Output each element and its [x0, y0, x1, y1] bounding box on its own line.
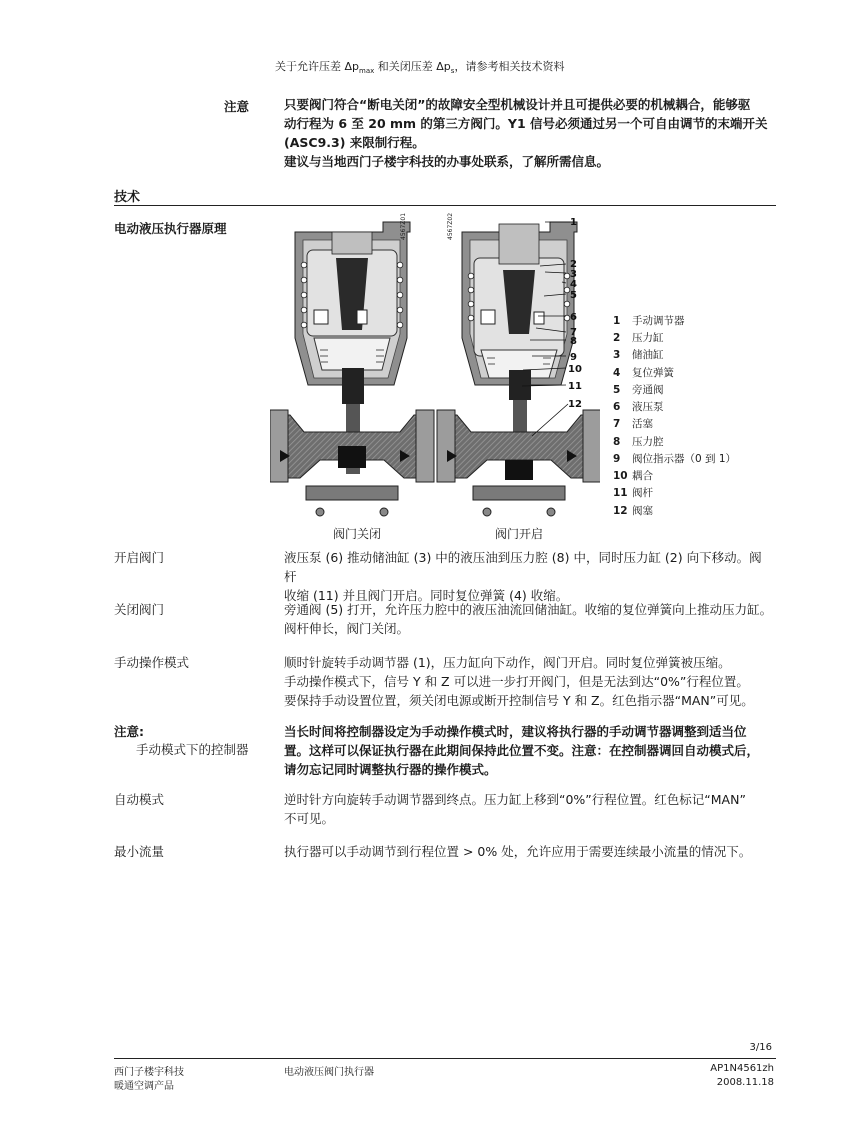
legend-item: 11 阀杆 — [613, 487, 653, 499]
manual-note-label: 注意: — [114, 724, 144, 739]
footer-company: 西门子楼宇科技 — [114, 1067, 184, 1078]
actuator-closed — [270, 222, 434, 516]
callout-8: 8 — [570, 336, 577, 347]
section-title: 技术 — [114, 190, 141, 205]
callout-6: 6 — [570, 312, 577, 323]
para-line: 不可见。 — [284, 811, 335, 826]
callout-1: 1 — [570, 217, 577, 228]
note-line: 置。这样可以保证执行器在此期间保持此位置不变。注意：在控制器调回自动模式后， — [284, 743, 760, 758]
notice-line: (ASC9.3) 来限制行程。 — [284, 135, 425, 150]
footer-divider — [114, 1058, 776, 1059]
manual-note-text — [284, 722, 774, 779]
caption-valve-open: 阀门开启 — [495, 527, 544, 541]
legend-item: 7 活塞 — [613, 418, 653, 430]
para-line: 阀杆伸长，阀门关闭。 — [284, 621, 410, 636]
footer-date: 2008.11.18 — [716, 1077, 774, 1088]
notice-label: 注意 — [224, 99, 250, 114]
section-divider — [114, 205, 776, 206]
drawing-code-left: 4567Z01 — [400, 212, 407, 240]
footer-doc-number: AP1N4561zh — [710, 1063, 774, 1074]
actuator-diagram — [270, 210, 600, 522]
notice-line: 动行程为 6 至 20 mm 的第三方阀门。Y1 信号必须通过另一个可自由调节的末端开关 — [284, 116, 768, 131]
para-auto — [284, 790, 774, 828]
principle-label: 电动液压执行器原理 — [114, 221, 227, 236]
legend-item: 8 压力腔 — [613, 436, 664, 448]
callout-11: 11 — [568, 381, 582, 392]
notice-text — [284, 95, 784, 171]
para-open — [284, 548, 774, 605]
notice-line: 只要阀门符合“断电关闭”的故障安全型机械设计并且可提供必要的机械耦合，能够驱 — [284, 97, 751, 112]
footer-division: 暖通空调产品 — [114, 1081, 174, 1092]
para-minflow — [284, 842, 774, 861]
para-label-minflow: 最小流量 — [114, 844, 165, 859]
para-line: 收缩 (11) 并且阀门开启。同时复位弹簧 (4) 收缩。 — [284, 588, 569, 603]
callout-4: 4 — [570, 279, 577, 290]
para-label-close: 关闭阀门 — [114, 602, 165, 617]
note-line: 请勿忘记同时调整执行器的操作模式。 — [284, 762, 497, 777]
legend-item: 5 旁通阀 — [613, 384, 664, 396]
callout-2: 2 — [570, 259, 577, 270]
callout-10: 10 — [568, 364, 582, 375]
callout-3: 3 — [570, 269, 577, 280]
note-line: 当长时间将控制器设定为手动操作模式时，建议将执行器的手动调节器调整到适当位 — [284, 724, 747, 739]
para-line: 液压泵 (6) 推动储油缸 (3) 中的液压油到压力腔 (8) 中，同时压力缸 (2) 向下移动。阀杆 — [284, 550, 762, 584]
header-note: 关于允许压差 $\Delta p_{max}$ 和关闭压差 $\Delta p_s$，请参考相关技术资料 — [275, 60, 565, 76]
callout-5: 5 — [570, 290, 577, 301]
callout-7: 7 — [570, 327, 577, 338]
callout-9: 9 — [570, 352, 577, 363]
para-line: 逆时针方向旋转手动调节器到终点。压力缸上移到“0%”行程位置。红色标记“MAN” — [284, 792, 746, 807]
legend-item: 12 阀塞 — [613, 505, 653, 517]
footer-product: 电动液压阀门执行器 — [284, 1067, 374, 1078]
para-line: 手动操作模式下，信号 Y 和 Z 可以进一步打开阀门，但是无法到达“0%”行程位置。 — [284, 674, 749, 689]
page-number: 3/16 — [749, 1042, 772, 1053]
legend-item: 10 耦合 — [613, 470, 653, 482]
para-line: 要保持手动设置位置，须关闭电源或断开控制信号 Y 和 Z。红色指示器“MAN”可见。 — [284, 693, 754, 708]
para-line: 顺时针旋转手动调节器 (1)，压力缸向下动作，阀门开启。同时复位弹簧被压缩。 — [284, 655, 731, 670]
caption-valve-closed: 阀门关闭 — [333, 527, 382, 541]
para-line: 旁通阀 (5) 打开，允许压力腔中的液压油流回储油缸。收缩的复位弹簧向上推动压力缸。 — [284, 602, 773, 617]
legend-item: 6 液压泵 — [613, 401, 664, 413]
para-label-auto: 自动模式 — [114, 792, 165, 807]
para-label-manual: 手动操作模式 — [114, 655, 190, 670]
legend-item: 1 手动调节器 — [613, 315, 685, 327]
legend-item: 2 压力缸 — [613, 332, 664, 344]
legend-item: 9 阀位指示器（0 到 1） — [613, 453, 737, 465]
callout-12: 12 — [568, 399, 582, 410]
para-label-open: 开启阀门 — [114, 550, 165, 565]
para-manual — [284, 653, 774, 710]
legend-item: 3 储油缸 — [613, 349, 664, 361]
para-close — [284, 600, 774, 638]
notice-line: 建议与当地西门子楼宇科技的办事处联系，了解所需信息。 — [284, 154, 610, 169]
para-line: 执行器可以手动调节到行程位置 > 0% 处，允许应用于需要连续最小流量的情况下。 — [284, 844, 752, 859]
drawing-code-right: 4567Z02 — [447, 212, 454, 240]
legend-item: 4 复位弹簧 — [613, 367, 674, 379]
manual-note-sublabel: 手动模式下的控制器 — [136, 742, 249, 757]
